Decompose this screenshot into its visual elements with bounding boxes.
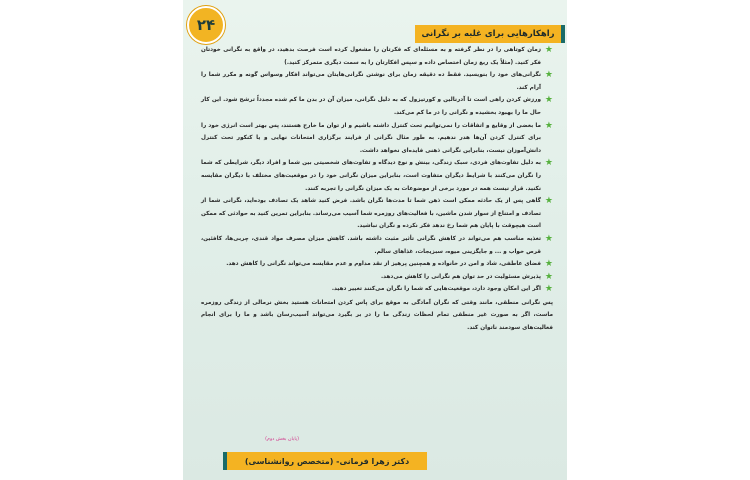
article-body: [201, 44, 553, 335]
list-item: ★ پذیرش مسئولیت در حد توان هم نگرانی را کاهش می‌دهد.: [381, 271, 553, 282]
magazine-page: [183, 0, 567, 480]
star-bullet-icon: ★: [544, 196, 553, 207]
end-note: (پایان بخش دوم): [265, 437, 299, 442]
list-item: ★ نگرانی‌های خود را بنویسید. فقط ده دقیقه زمان برای نوشتن نگرانی‌هایتان می‌تواند افکار وسواس گونه و مکرر شما را آرام کند.: [201, 70, 553, 91]
author-credit: دکتر زهرا فرمانی- (متخصص روانشناسی): [223, 452, 427, 470]
list-item: ★ ما بعضی از وقایع و اتفاقات را نمی‌توانیم تحت کنترل داشته باشیم و از توان ما خارج هستند، پس بهتر است انرژی خود را برای کنترل کردن آن‌ها هدر ندهیم. به طور مثال نگرانی از فرایند برگزاری امتحانات نهایی و یا کنکور تحت کنترل دانش‌آموزان نیست، بنابراین نگرانی ذهنی فایده‌ای نخواهد داشت.: [201, 120, 553, 154]
star-bullet-icon: ★: [544, 45, 553, 55]
star-bullet-icon: ★: [544, 158, 553, 169]
star-bullet-icon: ★: [544, 233, 553, 244]
star-bullet-icon: ★: [544, 120, 553, 131]
list-item: ★ ورزش کردن راهی است تا آدرنالین و کورتیزول که به دلیل نگرانی، میزان آن در بدن ما کم شده مجدداً ترشح شود. این کار حال ما را بهبود بخشیده و نگرانی را در ما کم می‌کند.: [201, 95, 553, 116]
list-item: ★ زمان کوتاهی را در نظر گرفته و به مسئله‌ای که فکرتان را مشغول کرده است فرصت بدهید، در واقع به نگرانی خودتان فکر کنید. (مثلاً یک ربع زمان اختصاص داده و سپس افکارتان را به سمت دیگری متمرکز کنید.): [201, 45, 553, 66]
star-bullet-icon: ★: [544, 259, 553, 270]
section-heading: راهکارهایی برای غلبه بر نگرانی: [415, 25, 565, 43]
star-bullet-icon: ★: [544, 271, 553, 282]
page-number-badge: ۲۴: [187, 6, 225, 44]
list-item: ★ تغذیه مناسب هم می‌تواند در کاهش نگرانی تأثیر مثبت داشته باشد. کاهش میزان مصرف مواد قندی، چربی‌ها، کافئین، قرص خواب و ... و جایگزینی میوه، سبزیجات، غذاهای سالم.: [201, 233, 553, 255]
star-bullet-icon: ★: [544, 284, 553, 295]
star-bullet-icon: ★: [544, 70, 553, 81]
list-item: ★ گاهی پس از یک حادثه ممکن است ذهن شما تا مدت‌ها نگران باشد. فرض کنید شاهد یک تصادف بوده‌اید، نگرانی شما از تصادف و امتناع از سوار شدن ماشین، با فعالیت‌های روزمره شما آسیب می‌رساند. بنابراین تمرین کنید به حوادثی که ممکن است هیچوقت با پایان هم شما رخ ندهد فکر نکرده و نگران نباشید.: [201, 196, 553, 230]
closing-paragraph: پس نگرانی منطقی، مانند وقتی که نگران آمادگی به موقع برای پاس کردن امتحانات هستید بخش نرمالی از زندگی روزمره ماست، اگر به صورت غیر منطقی تمام لحظات زندگی ما را در بر بگیرد می‌تواند آسیب‌رسان باشد و ما را برای انجام فعالیت‌های سودمند ناتوان کند.: [201, 299, 553, 332]
list-item: ★ فضای عاطفی، شاد و امن در خانواده و همچنین پرهیز از نقد مداوم و عدم مقایسه می‌تواند نگرانی را کاهش دهد.: [226, 259, 553, 270]
list-item: ★ اگر این امکان وجود دارد، موقعیت‌هایی که شما را نگران می‌کنند تغییر دهید.: [331, 284, 553, 295]
list-item: ★ به دلیل تفاوت‌های فردی، سبک زندگی، بینش و نوع دیدگاه و تفاوت‌های شخصیتی بین شما و افراد دیگر، شرایطی که شما را نگران می‌کنند با شرایط دیگران متفاوت است، بنابراین میزان نگرانی خود را در موقعیت‌های مختلف با دیگران مقایسه نکنید. قرار نیست همه در مورد برخی از موضوعات به یک میزان نگرانی را تجربه کنند.: [201, 158, 553, 192]
star-bullet-icon: ★: [544, 95, 553, 106]
